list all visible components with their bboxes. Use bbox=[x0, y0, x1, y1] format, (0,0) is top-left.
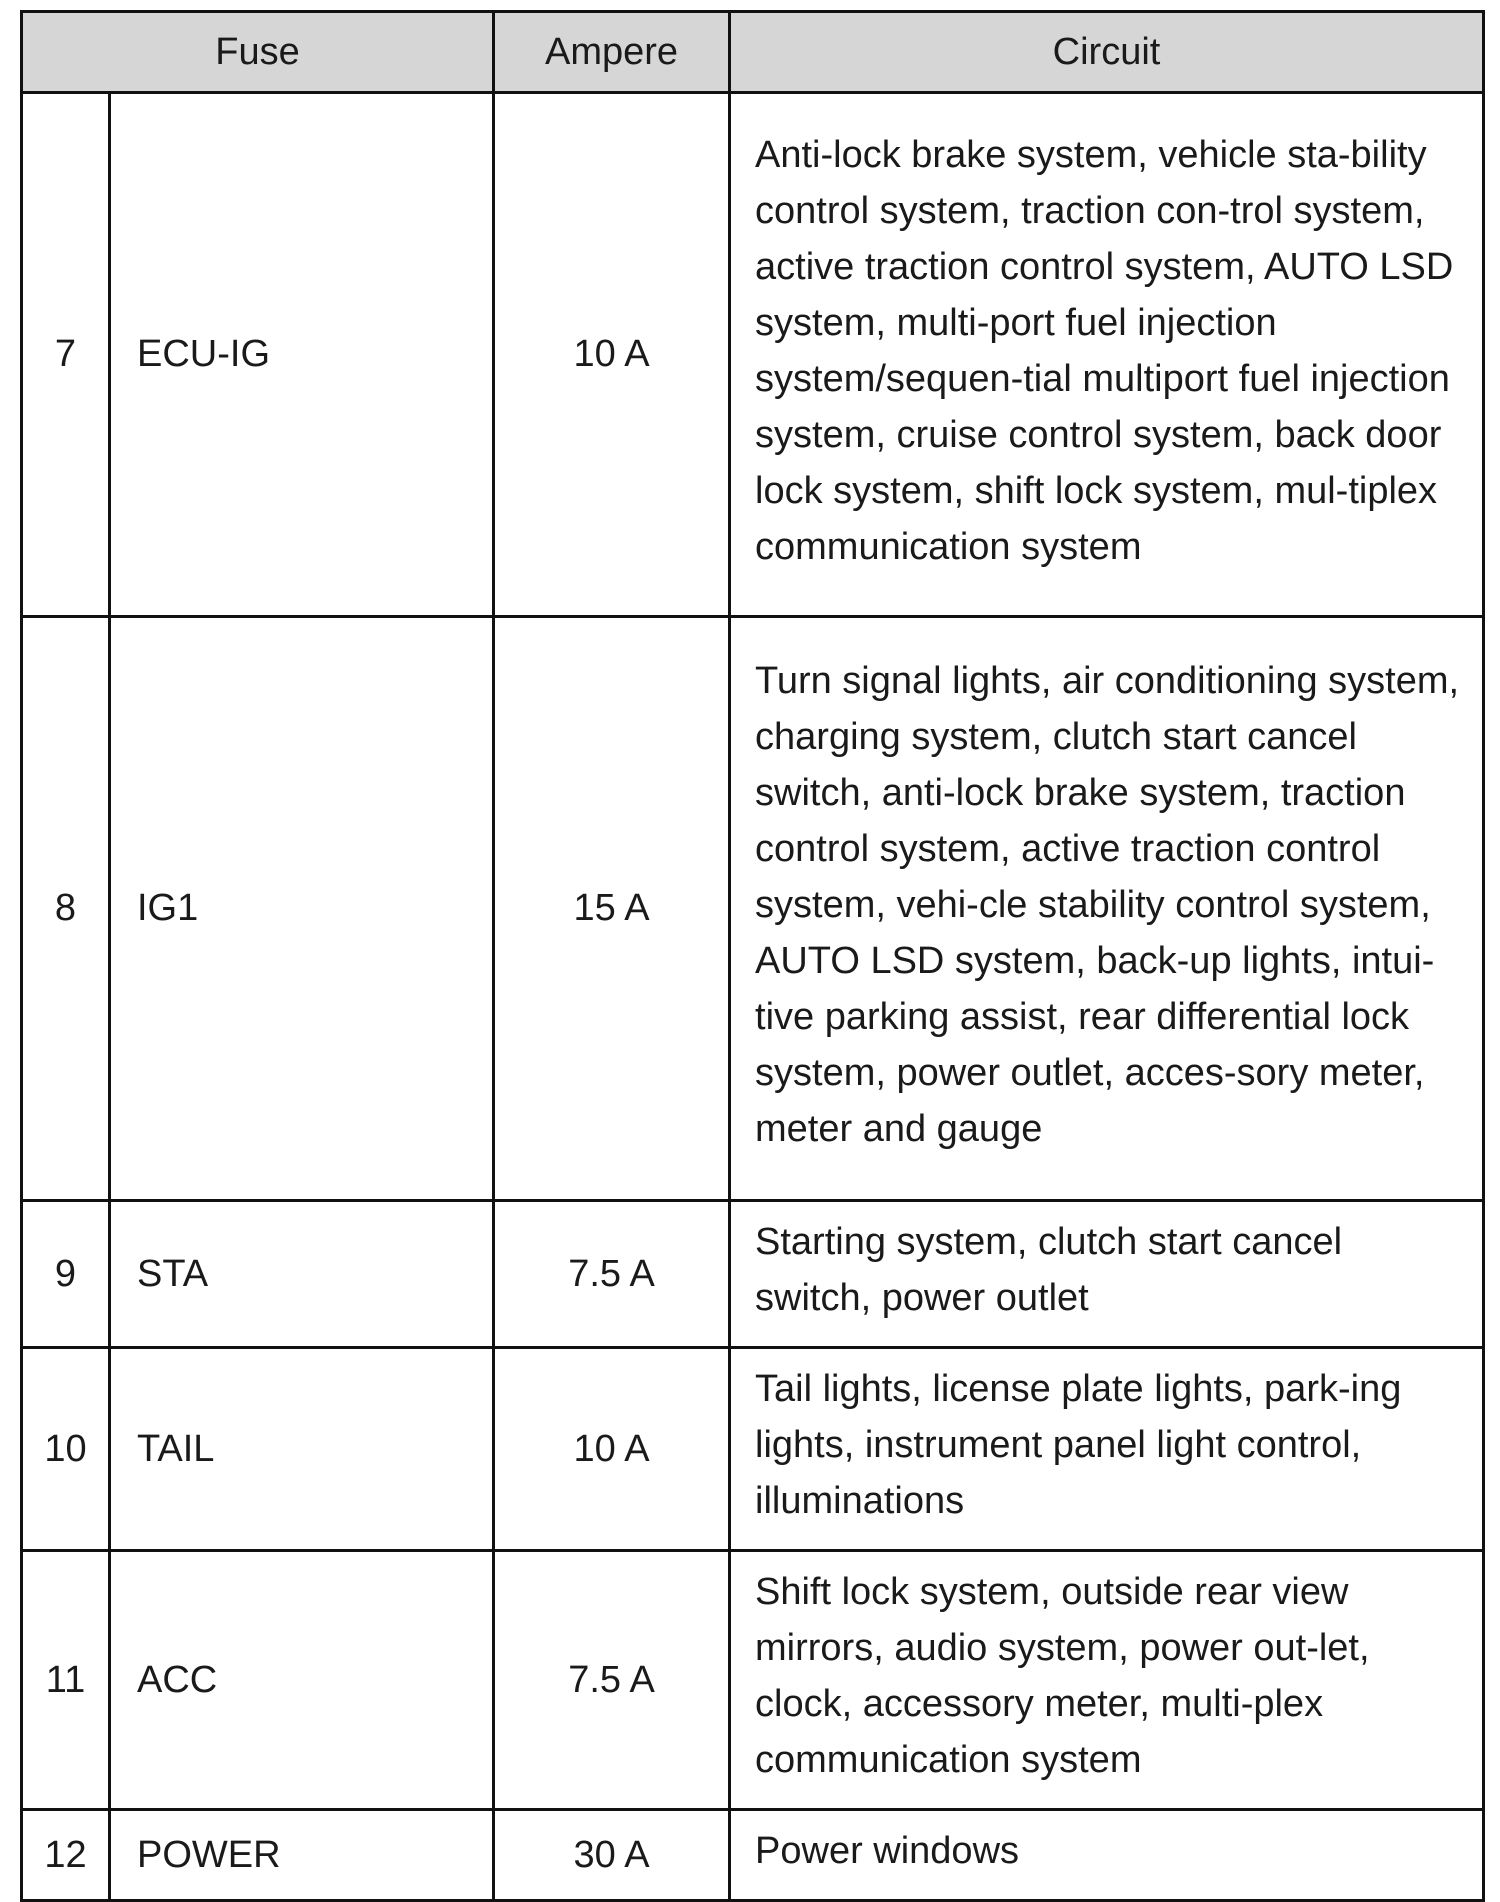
header-row bbox=[22, 12, 1484, 93]
fuse-number: 8 bbox=[22, 617, 110, 1201]
fuse-ampere: 10 A bbox=[494, 93, 730, 617]
fuse-ampere: 15 A bbox=[494, 617, 730, 1201]
table-row bbox=[22, 1810, 1484, 1901]
fuse-circuit: Power windows bbox=[730, 1810, 1484, 1901]
fuse-name: IG1 bbox=[110, 617, 494, 1201]
table-row bbox=[22, 617, 1484, 1201]
fuse-table bbox=[20, 10, 1485, 1902]
fuse-circuit: Anti-lock brake system, vehicle sta-bility control system, traction con-trol system, active traction control system, AUTO LSD system, multi-port fuel injection system/sequen-tial multiport fuel injection system, cruise control system, back door lock system, shift lock system, mul-tiplex communication system bbox=[730, 93, 1484, 617]
fuse-number: 12 bbox=[22, 1810, 110, 1901]
fuse-circuit: Starting system, clutch start cancel switch, power outlet bbox=[730, 1201, 1484, 1348]
fuse-ampere: 7.5 A bbox=[494, 1551, 730, 1810]
fuse-number: 10 bbox=[22, 1348, 110, 1551]
fuse-number: 9 bbox=[22, 1201, 110, 1348]
table-body bbox=[22, 93, 1484, 1901]
fuse-ampere: 30 A bbox=[494, 1810, 730, 1901]
fuse-name: POWER bbox=[110, 1810, 494, 1901]
table-row bbox=[22, 1348, 1484, 1551]
table-row bbox=[22, 93, 1484, 617]
header-fuse: Fuse bbox=[22, 12, 494, 93]
header-ampere: Ampere bbox=[494, 12, 730, 93]
table-row bbox=[22, 1201, 1484, 1348]
fuse-name: ACC bbox=[110, 1551, 494, 1810]
header-circuit: Circuit bbox=[730, 12, 1484, 93]
fuse-ampere: 7.5 A bbox=[494, 1201, 730, 1348]
fuse-circuit: Turn signal lights, air conditioning system, charging system, clutch start cancel switch, anti-lock brake system, traction control system, active traction control system, vehi-cle stability control system, AUTO LSD system, back-up lights, intui-tive parking assist, rear differential lock system, power outlet, acces-sory meter, meter and gauge bbox=[730, 617, 1484, 1201]
fuse-circuit: Tail lights, license plate lights, park-ing lights, instrument panel light control, illuminations bbox=[730, 1348, 1484, 1551]
fuse-name: ECU-IG bbox=[110, 93, 494, 617]
fuse-number: 11 bbox=[22, 1551, 110, 1810]
fuse-name: STA bbox=[110, 1201, 494, 1348]
fuse-number: 7 bbox=[22, 93, 110, 617]
fuse-name: TAIL bbox=[110, 1348, 494, 1551]
table-header bbox=[22, 12, 1484, 93]
table-row bbox=[22, 1551, 1484, 1810]
fuse-ampere: 10 A bbox=[494, 1348, 730, 1551]
fuse-circuit: Shift lock system, outside rear view mirrors, audio system, power out-let, clock, accessory meter, multi-plex communication system bbox=[730, 1551, 1484, 1810]
